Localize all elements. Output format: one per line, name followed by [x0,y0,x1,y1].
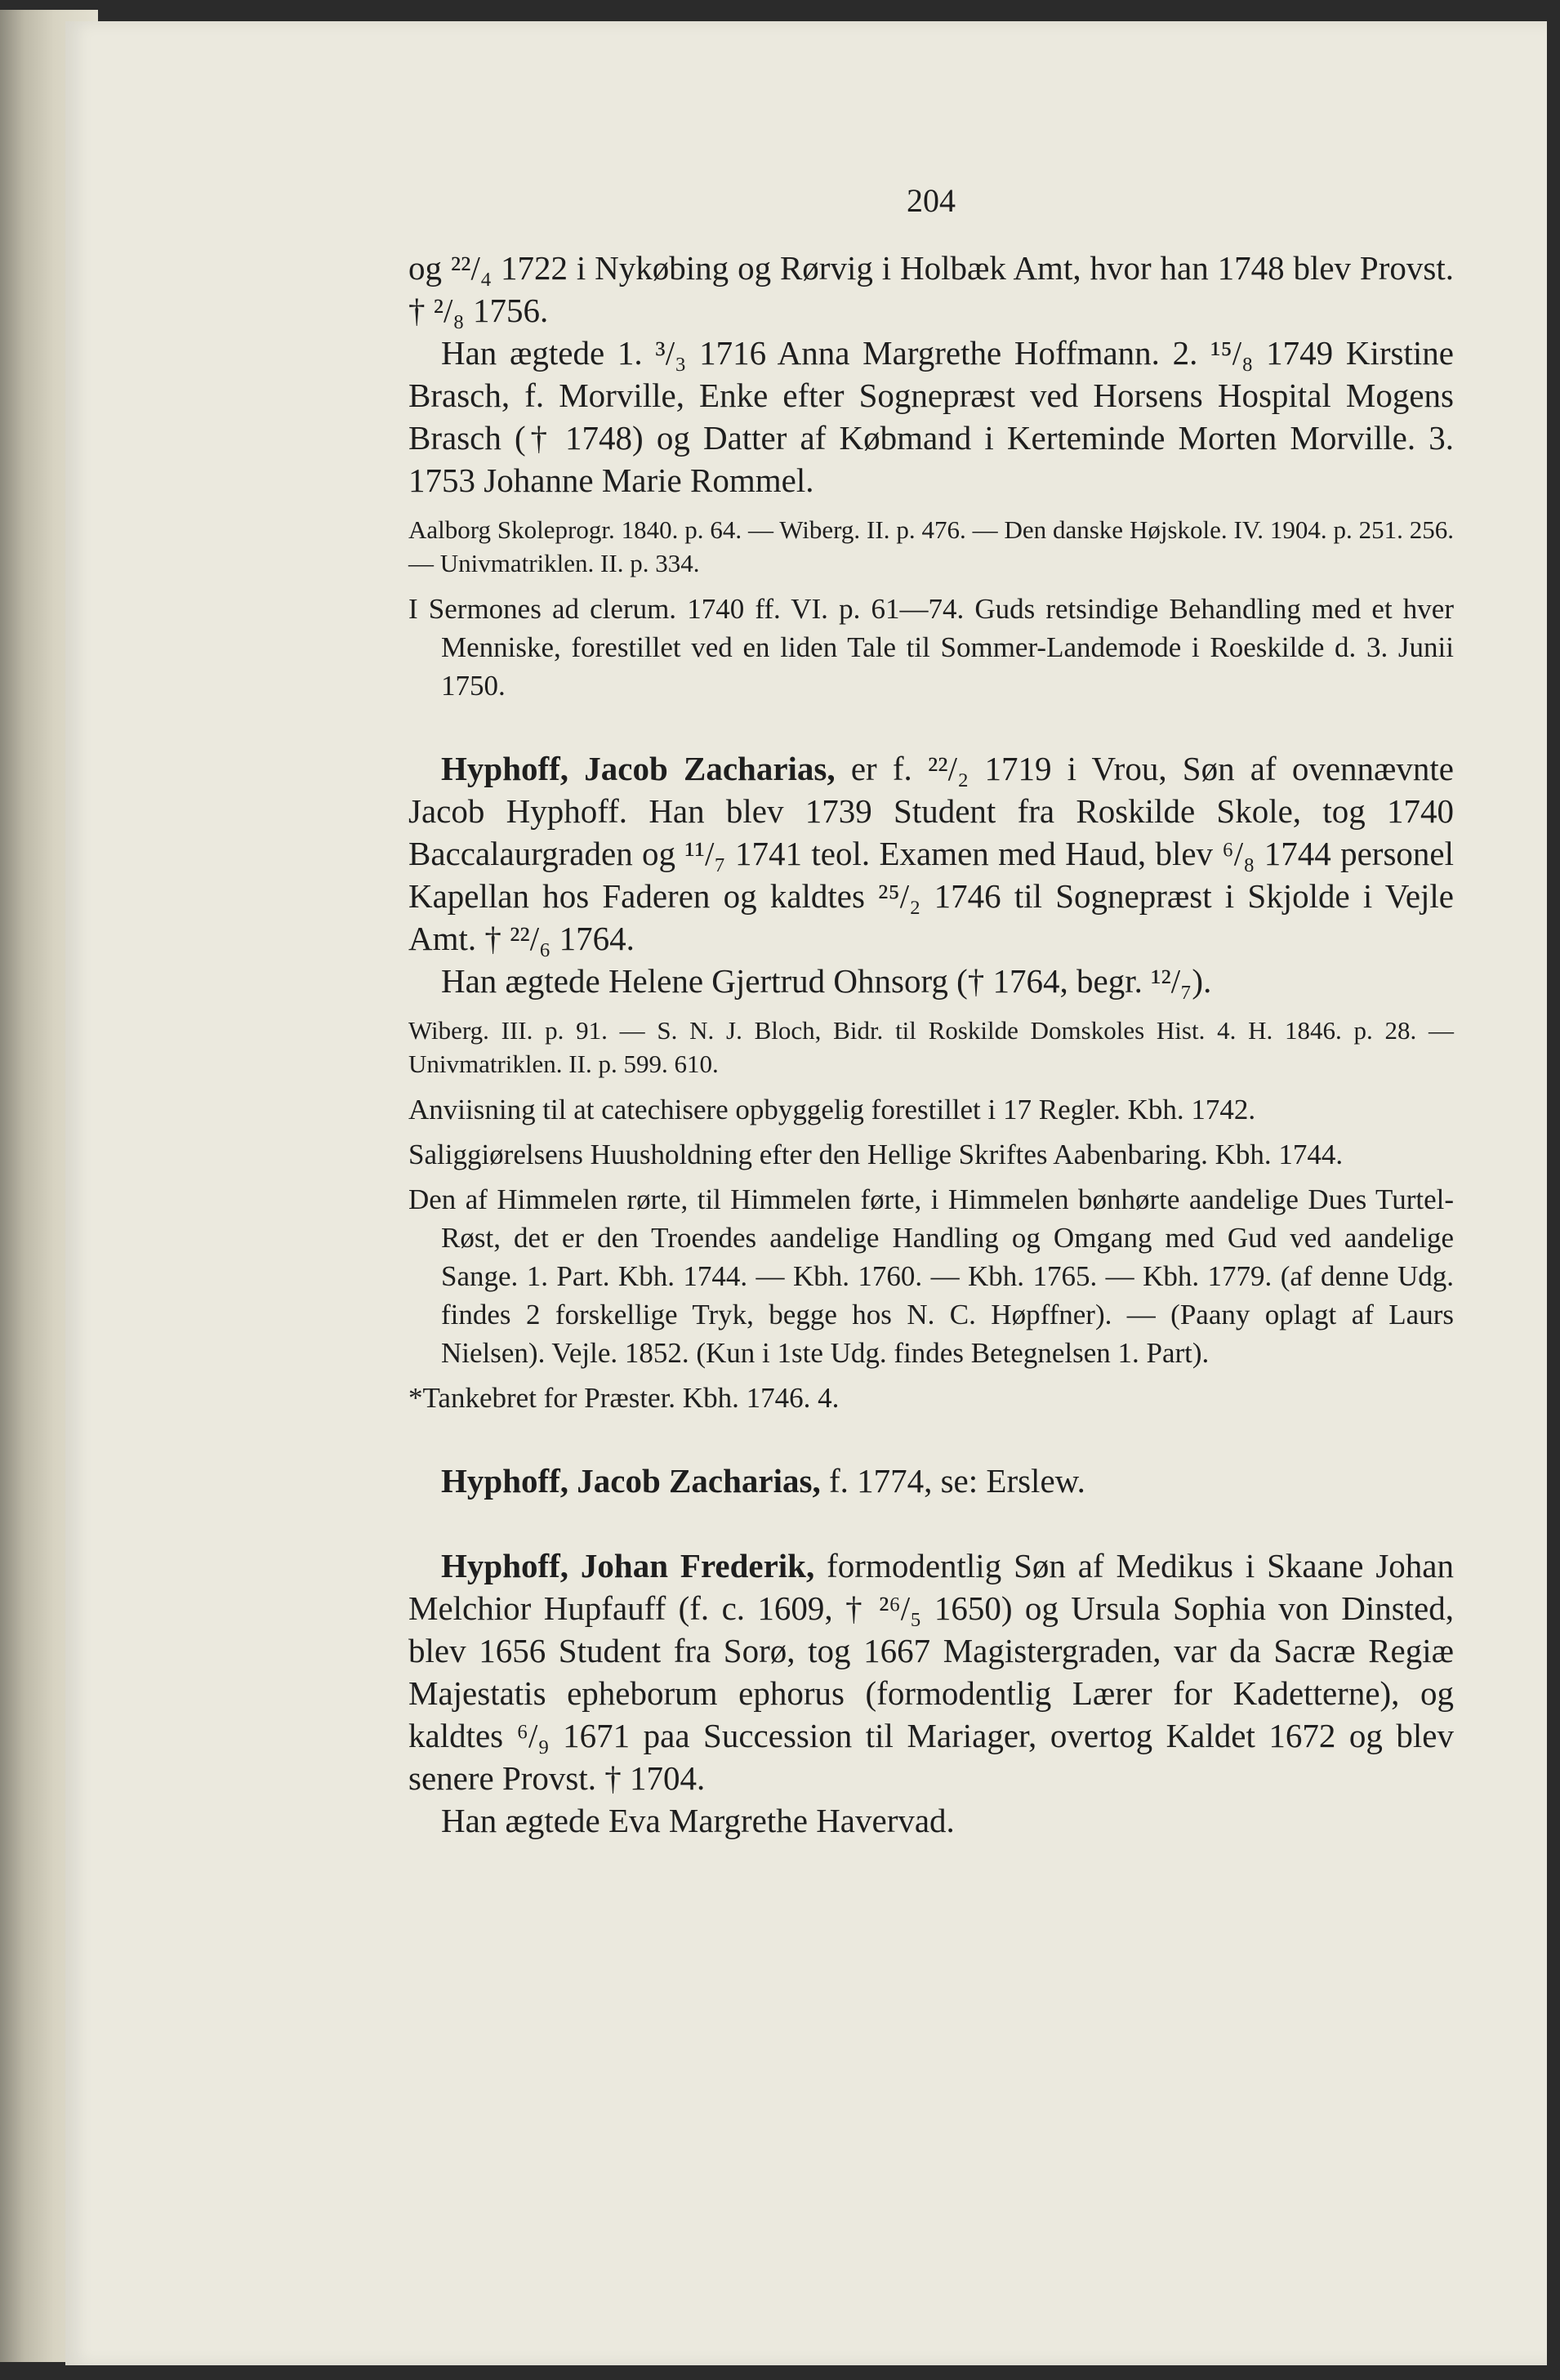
entry-heading: Hyphoff, Jacob Zacharias, [441,1462,821,1500]
entry-marriage: Han ægtede Helene Gjertrud Ohnsorg († 1764, begr. ¹²/₇). [441,962,1212,1000]
page-text [408,180,1454,1842]
continuation-marriage: Han ægtede 1. ³/₃ 1716 Anna Margrethe Hoffmann. 2. ¹⁵/₈ 1749 Kirstine Brasch, f. Morville, Enke efter Sognepræst ved Horsens Hospital Mogens Brasch († 1748) og Datter af Købmand i Kerteminde Morten Morville. 3. 1753 Johanne Marie Rommel. [408,334,1454,499]
entry-johan-frederik [408,1544,1454,1842]
entry-jacob-zacharias-1719 [408,747,1454,1417]
continuation-sources: Aalborg Skoleprogr. 1840. p. 64. — Wiberg. II. p. 476. — Den danske Højskole. IV. 1904. p. 251. 256. — Univmatriklen. II. p. 334. [408,515,1454,577]
entry-text: formodentlig Søn af Medikus i Skaane Johan Melchior Hupfauff (f. c. 1609, † ²⁶/₅ 1650) og Ursula Sophia von Dinsted, blev 1656 Student fra Sorø, tog 1667 Magistergraden, var da Sacræ Regiæ Majestatis epheborum ephorus (formodentlig Lærer for Kadetterne), og kaldtes ⁶/₉ 1671 paa Succession til Mariager, overtog Kaldet 1672 og blev senere Provst. † 1704. [408,1547,1455,1797]
entry-text: f. 1774, se: Erslew. [828,1462,1085,1500]
continuation-work: I Sermones ad clerum. 1740 ff. VI. p. 61—74. Guds retsindige Behandling med et hver Menniske, forestillet ved en liden Tale til Sommer-Landemode i Roeskilde d. 3. Junii 1750. [408,593,1454,702]
entry-text: er f. ²²/₂ 1719 i Vrou, Søn af ovennævnte Jacob Hyphoff. Han blev 1739 Student fra Roskilde Skole, tog 1740 Baccalaurgraden og ¹¹/₇ 1741 teol. Examen med Haud, blev ⁶/₈ 1744 personel Kapellan hos Faderen og kaldtes ²⁵/₂ 1746 til Sognepræst i Skjolde i Vejle Amt. † ²²/₆ 1764. [408,750,1454,957]
entry-heading: Hyphoff, Jacob Zacharias, [441,750,836,787]
entry-jacob-zacharias-1774 [408,1460,1454,1502]
entry-sources: Wiberg. III. p. 91. — S. N. J. Bloch, Bidr. til Roskilde Domskoles Hist. 4. H. 1846. p. 28. — Univmatriklen. II. p. 599. 610. [408,1016,1454,1078]
entry-work: Anviisning til at catechisere opbyggelig forestillet i 17 Regler. Kbh. 1742. [408,1094,1256,1125]
entry-work: *Tankebret for Præster. Kbh. 1746. 4. [408,1382,840,1414]
continuation-paragraph: og ²²/₄ 1722 i Nykøbing og Rørvig i Holbæk Amt, hvor han 1748 blev Provst. † ²/₈ 1756. [408,249,1454,329]
page-number: 204 [907,182,956,219]
entry-work: Den af Himmelen rørte, til Himmelen førte, i Himmelen bønhørte aandelige Dues Turtel-Røst, det er den Troendes aandelige Handling og Omgang med Gud ved aandelige Sange. 1. Part. Kbh. 1744. — Kbh. 1760. — Kbh. 1765. — Kbh. 1779. (af denne Udg. findes 2 forskellige Tryk, begge hos N. C. Høpffner). — (Paany oplagt af Laurs Nielsen). Vejle. 1852. (Kun i 1ste Udg. findes Betegnelsen 1. Part). [408,1183,1454,1369]
entry-work: Saliggiørelsens Huusholdning efter den Hellige Skriftes Aabenbaring. Kbh. 1744. [408,1139,1344,1170]
entry-heading: Hyphoff, Johan Frederik, [441,1547,815,1584]
entry-marriage: Han ægtede Eva Margrethe Havervad. [441,1802,955,1839]
